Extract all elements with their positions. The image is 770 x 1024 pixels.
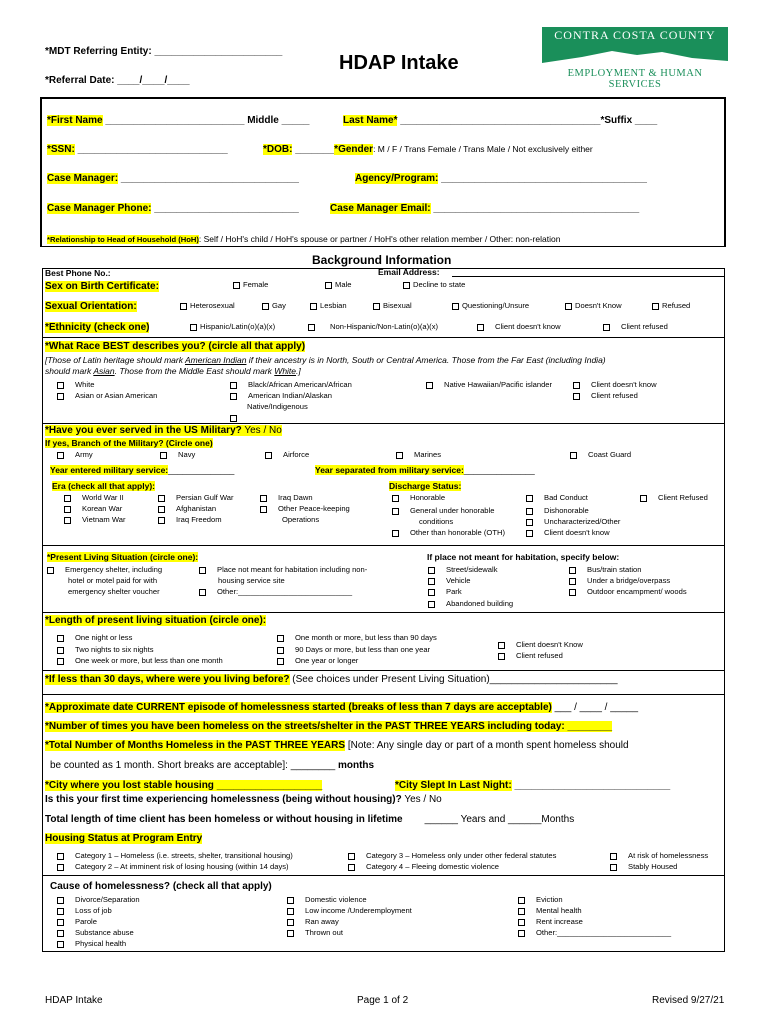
footer-revised-date: Revised 9/27/21 (652, 995, 725, 1006)
checkbox-icon[interactable] (498, 653, 505, 660)
living-shelter-voucher: emergency shelter voucher (68, 587, 160, 596)
cause-thrown-out[interactable]: Thrown out (287, 928, 343, 937)
era-peacekeeping[interactable]: Other Peace-keeping (260, 504, 350, 513)
checkbox-icon[interactable] (287, 897, 294, 904)
checkbox-icon[interactable] (428, 601, 435, 608)
discharge-refused[interactable]: Client Refused (640, 493, 708, 502)
checkbox-icon[interactable] (348, 853, 355, 860)
orientation-bisexual[interactable]: Bisexual (373, 301, 412, 310)
checkbox-icon[interactable] (158, 517, 165, 524)
checkbox-icon[interactable] (277, 635, 284, 642)
relationship-options[interactable]: : Self / HoH's child / HoH's spouse or partner / HoH's other relation member / Other: non-relation (198, 234, 561, 244)
logo-department-name: EMPLOYMENT & HUMAN SERVICES (567, 68, 703, 90)
length-doesnt-know[interactable]: Client doesn't Know (498, 640, 583, 649)
discharge-honorable[interactable]: Honorable (392, 493, 445, 502)
living-before-field[interactable]: *If less than 30 days, where were you living before? (See choices under Present Living Situation)_______________________ (45, 674, 618, 685)
race-other-checkbox[interactable] (230, 413, 240, 422)
status-cat3[interactable]: Category 3 – Homeless only under other federal statutes (348, 851, 556, 860)
months-homeless-note[interactable]: be counted as 1 month. Short breaks are acceptable]: ________ months (50, 760, 375, 771)
checkbox-icon[interactable] (392, 508, 399, 515)
branch-coast-guard[interactable]: Coast Guard (570, 450, 631, 459)
checkbox-icon[interactable] (569, 567, 576, 574)
length-month-90[interactable]: One month or more, but less than 90 days (277, 633, 437, 642)
checkbox-icon[interactable] (57, 635, 64, 642)
middle-name-field[interactable]: Middle _____ (247, 115, 310, 126)
checkbox-icon[interactable] (573, 393, 580, 400)
checkbox-icon[interactable] (498, 642, 505, 649)
checkbox-icon[interactable] (57, 919, 64, 926)
checkbox-icon[interactable] (518, 919, 525, 926)
discharge-dishonorable[interactable]: Dishonorable (526, 506, 589, 515)
checkbox-icon[interactable] (310, 303, 317, 310)
length-refused[interactable]: Client refused (498, 651, 563, 660)
agency-label: Agency/Program: (355, 173, 439, 184)
checkbox-icon[interactable] (57, 908, 64, 915)
checkbox-icon[interactable] (396, 452, 403, 459)
orientation-refused[interactable]: Refused (652, 301, 690, 310)
checkbox-icon[interactable] (199, 567, 206, 574)
era-afghanistan[interactable]: Afghanistan (158, 504, 216, 513)
checkbox-icon[interactable] (452, 303, 459, 310)
checkbox-icon[interactable] (57, 647, 64, 654)
relationship-label: *Relationship to Head of Household (HoH) (47, 235, 199, 244)
checkbox-icon[interactable] (603, 324, 610, 331)
checkbox-icon[interactable] (287, 919, 294, 926)
checkbox-icon[interactable] (348, 864, 355, 871)
checkbox-icon[interactable] (64, 495, 71, 502)
cause-loss-job[interactable]: Loss of job (57, 906, 112, 915)
mdt-referring-entity[interactable]: *MDT Referring Entity: _______________________ (45, 46, 283, 57)
checkbox-icon[interactable] (526, 508, 533, 515)
ssn-label: *SSN: (47, 144, 75, 155)
discharge-uncharacterized[interactable]: Uncharacterized/Other (526, 517, 620, 526)
background-info-heading: Background Information (312, 253, 452, 267)
checkbox-icon[interactable] (57, 452, 64, 459)
nm-bridge[interactable]: Under a bridge/overpass (569, 576, 670, 585)
checkbox-icon[interactable] (392, 530, 399, 537)
checkbox-icon[interactable] (160, 452, 167, 459)
last-name-label: Last Name* (343, 115, 398, 126)
first-name-line[interactable]: _________________________ (102, 115, 248, 126)
living-situation-label: *Present Living Situation (circle one): (47, 552, 199, 562)
cause-physical-health[interactable]: Physical health (57, 939, 126, 948)
page-title: HDAP Intake (339, 52, 459, 74)
logo-county-name: CONTRA COSTA COUNTY (554, 28, 716, 42)
checkbox-icon[interactable] (565, 303, 572, 310)
sex-decline-option[interactable]: Decline to state (403, 280, 465, 289)
last-name-field[interactable] (343, 115, 657, 126)
checkbox-icon[interactable] (308, 324, 315, 331)
era-korean[interactable]: Korean War (64, 504, 122, 513)
cause-parole[interactable]: Parole (57, 917, 97, 926)
checkbox-icon[interactable] (392, 495, 399, 502)
cm-phone-label: Case Manager Phone: (47, 203, 152, 214)
ethnicity-non-hispanic[interactable]: Non-Hispanic/Non-Latin(o)(a)(x) (308, 322, 438, 331)
times-homeless-field[interactable]: *Number of times you have been homeless on the streets/shelter in the PAST THREE YEARS including today: ________ (45, 721, 613, 732)
discharge-conditions: conditions (419, 517, 454, 526)
checkbox-icon[interactable] (652, 303, 659, 310)
email-address-field[interactable]: Email Address: (378, 267, 440, 277)
case-manager-phone-field[interactable] (47, 203, 299, 214)
orientation-doesnt-know[interactable]: Doesn't Know (565, 301, 622, 310)
cause-mental-health[interactable]: Mental health (518, 906, 582, 915)
cause-other[interactable]: Other:___________________________ (518, 928, 671, 937)
checkbox-icon[interactable] (57, 930, 64, 937)
ethnicity-label: *Ethnicity (check one) (45, 322, 150, 333)
ssn-field[interactable] (47, 144, 228, 155)
ethnicity-hispanic[interactable]: Hispanic/Latin(o)(a)(x) (190, 322, 275, 331)
orientation-gay[interactable]: Gay (262, 301, 286, 310)
living-housing-service: housing service site (218, 576, 285, 585)
checkbox-icon[interactable] (287, 908, 294, 915)
branch-label: If yes, Branch of the Military? (Circle one) (45, 438, 213, 448)
sex-male-option[interactable]: Male (325, 280, 351, 289)
living-emergency-shelter[interactable]: Emergency shelter, including (47, 565, 162, 574)
checkbox-icon[interactable] (518, 897, 525, 904)
checkbox-icon[interactable] (277, 658, 284, 665)
ssn-line[interactable]: ___________________________ (74, 144, 228, 155)
era-ww2[interactable]: World War II (64, 493, 124, 502)
checkbox-icon[interactable] (426, 382, 433, 389)
checkbox-icon[interactable] (230, 393, 237, 400)
status-stably-housed[interactable]: Stably Housed (610, 862, 677, 871)
race-black[interactable]: Black/African American/African (230, 380, 352, 389)
race-refused[interactable]: Client refused (573, 391, 638, 400)
race-asian[interactable]: Asian or Asian American (57, 391, 157, 400)
checkbox-icon[interactable] (325, 282, 332, 289)
case-manager-label: Case Manager: (47, 173, 119, 184)
nm-encampment[interactable]: Outdoor encampment/ woods (569, 587, 687, 596)
checkbox-icon[interactable] (526, 495, 533, 502)
ethnicity-doesnt-know[interactable]: Client doesn't know (477, 322, 561, 331)
total-length-field[interactable]: Total length of time client has been homeless or without housing in lifetime ______ Years and ______Months (45, 814, 575, 825)
race-native-indigenous: Native/Indigenous (247, 402, 308, 411)
cause-label: Cause of homelessness? (check all that apply) (50, 881, 272, 892)
checkbox-icon[interactable] (57, 382, 64, 389)
discharge-label: Discharge Status: (389, 481, 462, 491)
checkbox-icon[interactable] (265, 452, 272, 459)
checkbox-icon[interactable] (569, 578, 576, 585)
length-one-night[interactable]: One night or less (57, 633, 132, 642)
city-lost-field[interactable]: *City where you lost stable housing ___________________ (45, 780, 323, 791)
discharge-doesnt-know[interactable]: Client doesn't know (526, 528, 610, 537)
nm-vehicle[interactable]: Vehicle (428, 576, 471, 585)
era-label: Era (check all that apply): (52, 481, 155, 491)
cause-substance[interactable]: Substance abuse (57, 928, 134, 937)
era-iraq-dawn[interactable]: Iraq Dawn (260, 493, 313, 502)
first-time-field[interactable]: Is this your first time experiencing homelessness (being without housing)? Yes / No (45, 794, 442, 805)
nm-bus-train[interactable]: Bus/train station (569, 565, 641, 574)
gender-label: *Gender (334, 144, 374, 155)
era-operations: Operations (282, 515, 320, 524)
branch-navy[interactable]: Navy (160, 450, 195, 459)
checkbox-icon[interactable] (277, 647, 284, 654)
footer-form-name: HDAP Intake (45, 995, 103, 1006)
checkbox-icon[interactable] (403, 282, 410, 289)
cause-domestic-violence[interactable]: Domestic violence (287, 895, 367, 904)
checkbox-icon[interactable] (373, 303, 380, 310)
discharge-bad-conduct[interactable]: Bad Conduct (526, 493, 588, 502)
living-other[interactable]: Other:___________________________ (199, 587, 352, 596)
orientation-label: Sexual Orientation: (45, 301, 137, 312)
agency-program-field[interactable] (355, 173, 647, 184)
referral-date[interactable]: *Referral Date: ____/____/____ (45, 75, 190, 86)
best-phone-field[interactable]: Best Phone No.: (45, 268, 111, 278)
cause-low-income[interactable]: Low income /Underemployment (287, 906, 412, 915)
checkbox-icon[interactable] (57, 897, 64, 904)
city-slept-field[interactable]: *City Slept In Last Night: ____________________________ (395, 780, 671, 791)
checkbox-icon[interactable] (287, 930, 294, 937)
orientation-lesbian[interactable]: Lesbian (310, 301, 347, 310)
dob-line[interactable]: _______ (292, 144, 335, 155)
status-at-risk[interactable]: At risk of homelessness (610, 851, 708, 860)
year-separated-field[interactable]: Year separated from military service:_______________ (315, 465, 535, 475)
nm-abandoned[interactable]: Abandoned building (428, 599, 513, 608)
checkbox-icon[interactable] (57, 658, 64, 665)
status-cat4[interactable]: Category 4 – Fleeing domestic violence (348, 862, 499, 871)
checkbox-icon[interactable] (57, 941, 64, 948)
checkbox-icon[interactable] (260, 506, 267, 513)
checkbox-icon[interactable] (526, 530, 533, 537)
cm-email-line[interactable]: _____________________________________ (430, 203, 640, 214)
race-hawaiian[interactable]: Native Hawaiian/Pacific islander (426, 380, 552, 389)
nm-street[interactable]: Street/sidewalk (428, 565, 498, 574)
race-doesnt-know[interactable]: Client doesn't know (573, 380, 657, 389)
checkbox-icon[interactable] (260, 495, 267, 502)
case-manager-field[interactable] (47, 173, 299, 184)
suffix-field[interactable]: *Suffix ____ (600, 115, 658, 126)
cause-ran-away[interactable]: Ran away (287, 917, 339, 926)
length-week-month[interactable]: One week or more, but less than one month (57, 656, 223, 665)
orientation-questioning[interactable]: Questioning/Unsure (452, 301, 529, 310)
cause-divorce[interactable]: Divorce/Separation (57, 895, 140, 904)
first-name-label: *First Name (47, 115, 103, 126)
branch-marines[interactable]: Marines (396, 450, 441, 459)
checkbox-icon[interactable] (64, 506, 71, 513)
race-label: *What Race BEST describes you? (circle all that apply) (45, 341, 306, 352)
checkbox-icon[interactable] (57, 853, 64, 860)
era-persian-gulf[interactable]: Persian Gulf War (158, 493, 234, 502)
approx-date-field[interactable]: *Approximate date CURRENT episode of homelessness started (breaks of less than 7 days are acceptable) ___ / ____ / _____ (45, 702, 639, 713)
checkbox-icon[interactable] (610, 864, 617, 871)
months-homeless-field[interactable]: *Total Number of Months Homeless in the PAST THREE YEARS [Note: Any single day or part of a month spent homeless should (45, 740, 629, 751)
length-two-six[interactable]: Two nights to six nights (57, 645, 154, 654)
dob-gender-field[interactable] (263, 144, 593, 155)
cm-email-label: Case Manager Email: (330, 203, 431, 214)
first-name-field[interactable] (47, 115, 309, 126)
checkbox-icon[interactable] (518, 908, 525, 915)
sex-female-option[interactable]: Female (233, 280, 268, 289)
checkbox-icon[interactable] (47, 567, 54, 574)
relationship-field[interactable] (47, 229, 560, 247)
branch-army[interactable]: Army (57, 450, 93, 459)
length-90-year[interactable]: 90 Days or more, but less than one year (277, 645, 430, 654)
last-name-line[interactable]: ____________________________________ (397, 115, 601, 126)
military-question[interactable]: *Have you ever served in the US Military? Yes / No (45, 425, 282, 436)
checkbox-icon[interactable] (428, 567, 435, 574)
checkbox-icon[interactable] (262, 303, 269, 310)
checkbox-icon[interactable] (230, 415, 237, 422)
checkbox-icon[interactable] (180, 303, 187, 310)
ethnicity-refused[interactable]: Client refused (603, 322, 668, 331)
cm-phone-line[interactable]: __________________________ (151, 203, 299, 214)
race-note-line-1: [Those of Latin heritage should mark American Indian if their ancestry is in North, South or Central America. Those from the Far East (including India) (45, 355, 606, 365)
checkbox-icon[interactable] (428, 578, 435, 585)
checkbox-icon[interactable] (570, 452, 577, 459)
checkbox-icon[interactable] (233, 282, 240, 289)
race-white[interactable]: White (57, 380, 94, 389)
checkbox-icon[interactable] (640, 495, 647, 502)
cause-eviction[interactable]: Eviction (518, 895, 563, 904)
status-cat1[interactable]: Category 1 – Homeless (i.e. streets, shelter, transitional housing) (57, 851, 293, 860)
orientation-heterosexual[interactable]: Heterosexual (180, 301, 235, 310)
checkbox-icon[interactable] (190, 324, 197, 331)
case-manager-email-field[interactable] (330, 203, 639, 214)
checkbox-icon[interactable] (158, 495, 165, 502)
agency-line[interactable]: _____________________________________ (438, 173, 647, 184)
discharge-oth[interactable]: Other than honorable (OTH) (392, 528, 505, 537)
nm-park[interactable]: Park (428, 587, 462, 596)
checkbox-icon[interactable] (230, 382, 237, 389)
race-american-indian[interactable]: American Indian/Alaskan (230, 391, 332, 400)
checkbox-icon[interactable] (569, 589, 576, 596)
branch-airforce[interactable]: Airforce (265, 450, 309, 459)
checkbox-icon[interactable] (57, 864, 64, 871)
discharge-general[interactable]: General under honorable (392, 506, 494, 515)
dob-label: *DOB: (263, 144, 293, 155)
checkbox-icon[interactable] (573, 382, 580, 389)
length-label: *Length of present living situation (circle one): (45, 615, 267, 626)
checkbox-icon[interactable] (64, 517, 71, 524)
housing-status-label: Housing Status at Program Entry (45, 833, 203, 844)
not-meant-heading: If place not meant for habitation, specify below: (427, 552, 620, 562)
era-iraq-freedom[interactable]: Iraq Freedom (158, 515, 222, 524)
year-entered-field[interactable]: Year entered military service:______________ (50, 465, 235, 475)
status-cat2[interactable]: Category 2 – At imminent risk of losing housing (within 14 days) (57, 862, 289, 871)
checkbox-icon[interactable] (477, 324, 484, 331)
era-vietnam[interactable]: Vietnam War (64, 515, 125, 524)
cause-rent-increase[interactable]: Rent increase (518, 917, 583, 926)
race-note-line-2: should mark Asian. Those from the Middle East should mark White.] (45, 366, 301, 376)
checkbox-icon[interactable] (518, 930, 525, 937)
checkbox-icon[interactable] (158, 506, 165, 513)
living-hotel-motel: hotel or motel paid for with (68, 576, 158, 585)
checkbox-icon[interactable] (526, 519, 533, 526)
living-not-meant[interactable]: Place not meant for habitation including non- (199, 565, 367, 574)
checkbox-icon[interactable] (199, 589, 206, 596)
checkbox-icon[interactable] (428, 589, 435, 596)
length-year-longer[interactable]: One year or longer (277, 656, 358, 665)
sex-birth-label: Sex on Birth Certificate: (45, 281, 159, 292)
case-manager-line[interactable]: ________________________________ (118, 173, 299, 184)
checkbox-icon[interactable] (610, 853, 617, 860)
gender-options[interactable]: : M / F / Trans Female / Trans Male / Not exclusively either (373, 144, 593, 154)
checkbox-icon[interactable] (57, 393, 64, 400)
footer-page-number: Page 1 of 2 (357, 995, 409, 1006)
mountain-icon (542, 49, 728, 63)
